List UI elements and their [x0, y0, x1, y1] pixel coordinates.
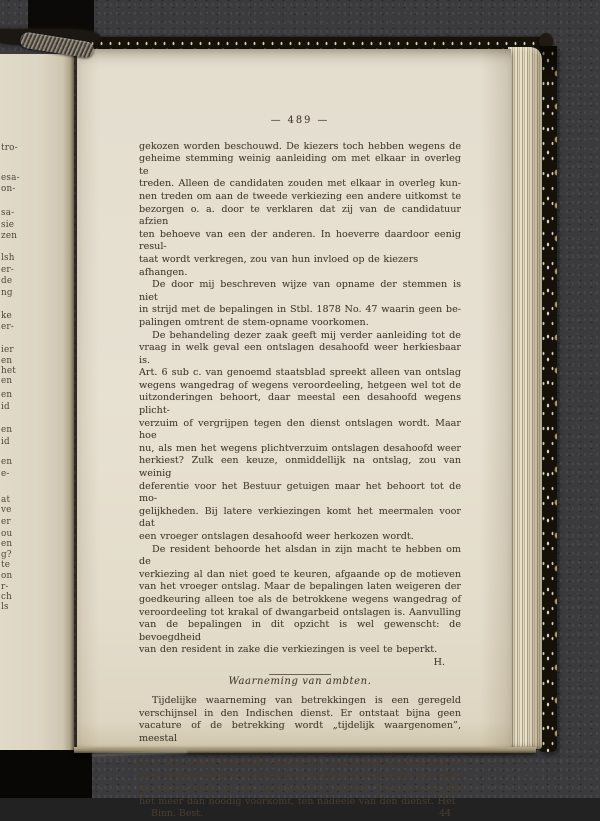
text-line: deferentie voor het Bestuur getuigen maar het behoort tot de mo-	[139, 480, 461, 505]
adjacent-page-text-fragment: at	[1, 495, 11, 505]
adjacent-page-text-fragment: en	[1, 376, 13, 386]
adjacent-page-text-fragment: ls	[1, 602, 9, 612]
adjacent-page-text-fragment: en	[1, 539, 13, 549]
text-line: geheime stemming weinig aanleiding om met elkaar in overleg te	[139, 153, 461, 177]
text-line: gelijkheden. Bij latere verkiezingen komt het meermalen voor dat	[139, 505, 461, 530]
adjacent-page-text-fragment: on-	[1, 184, 16, 194]
text-line: ten behoeve van een der anderen. In hoeverre daardoor eenig resul-	[139, 228, 461, 253]
text-line: goedkeuring alleen toe als de betrokkene wegens wangedrag of	[139, 593, 461, 605]
text-line: af te leggen hebben, het vendutie houden van inboedel enz. wer-	[139, 770, 461, 782]
adjacent-page-text-fragment: lsh	[1, 253, 15, 263]
adjacent-page-text-fragment: ou	[1, 529, 13, 539]
adjacent-page-text-fragment: ng	[1, 288, 13, 298]
text-line: ken ertoe mede om dat verschijnsel te maken. Toch meen ik dat	[139, 783, 461, 795]
text-line: De door mij beschreven wijze van opname der stemmen is niet	[139, 279, 461, 303]
text-line: taat wordt verkregen, zou van hun invloed op de kiezers afhangen.	[139, 253, 419, 278]
adjacent-page-text-fragment: en	[1, 457, 13, 467]
text-line: van het vroeger ontslag. Maar de bepalingen laten weigeren der	[139, 581, 461, 593]
text-line: nu, als men het wegens plichtverzuim ontslagen desahoofd weer	[139, 442, 461, 454]
text-line: Tijdelijke waarneming van betrekkingen is een geregeld	[152, 695, 461, 707]
adjacent-page-text-fragment: de	[1, 276, 13, 286]
page-footer	[139, 808, 461, 821]
backdrop-black-corner	[0, 750, 92, 798]
text-line: van den resident in zake die verkiezingen is veel te beperkt.	[139, 644, 438, 656]
scanned-page	[77, 49, 511, 820]
text-line: gekozen worden beschouwd. De kiezers toch hebben wegens de	[139, 140, 461, 152]
adjacent-page-text-fragment: sa-	[1, 208, 15, 218]
text-line: het meer dan noodig voorkomt, ten nadeele van den dienst. Het	[139, 795, 456, 807]
author-signature: H.	[433, 656, 445, 668]
adjacent-page-text-fragment: tro-	[1, 143, 18, 153]
body-text	[139, 141, 461, 657]
adjacent-page-text-fragment: te	[1, 560, 11, 570]
adjacent-page-text-fragment: ke	[1, 311, 12, 321]
adjacent-page-text-fragment: en	[1, 425, 13, 435]
adjacent-page-text-fragment: sie	[1, 220, 15, 230]
text-column	[139, 115, 461, 821]
adjacent-page-text-fragment: er-	[1, 322, 14, 332]
text-line: Art. 6 sub c. van genoemd staatsblad spreekt alleen van ontslag	[139, 367, 461, 379]
text-line: De resident behoorde het alsdan in zijn macht te hebben om de	[139, 543, 461, 568]
page-number: — 489 —	[270, 115, 330, 126]
adjacent-page-text-fragment: en	[1, 390, 13, 400]
adjacent-page-text-fragment: het	[1, 366, 17, 376]
adjacent-page-text-fragment: ier	[1, 345, 14, 355]
adjacent-page-text-fragment: esa-	[1, 173, 20, 183]
text-line: wegens wangedrag of wegens veroordeeling, hetgeen wel tot de	[139, 379, 461, 391]
adjacent-page-text-fragment: on	[1, 571, 13, 581]
text-line: van de bepalingen in dit opzicht is wel gewenscht: de bevoegdheid	[139, 619, 461, 643]
adjacent-page-text-fragment: ve	[1, 505, 12, 515]
footer-sheet-number: 44	[439, 808, 451, 820]
footer-signature-mark: Binn. Best.	[151, 808, 203, 820]
facing-page-edge	[0, 54, 74, 750]
adjacent-page-text-fragment: zen	[1, 231, 18, 241]
adjacent-page-text-fragment: e-	[1, 469, 10, 479]
text-line: palingen omtrent de stem-opname voorkomen.	[139, 316, 369, 328]
text-line: w. o. de groote afstanden welke de overgeplaatste ambtenaren	[139, 758, 461, 770]
text-line: vraag in welk geval een ontslagen desahoofd weer herkiesbaar is.	[139, 342, 461, 366]
adjacent-page-text-fragment: ch	[1, 592, 12, 602]
text-line: bezorgen o. a. door te verklaren dat zij van de candidatuur afzien	[139, 203, 461, 228]
adjacent-page-text-fragment: g?	[1, 550, 12, 560]
text-line: verschijnsel in den Indischen dienst. Er ontstaat bijna geen	[139, 707, 461, 719]
adjacent-page-text-fragment: id	[1, 437, 10, 447]
text-line: treden. Alleen de candidaten zouden met elkaar in overleg kun-	[139, 178, 461, 190]
text-line: herkiest? Zulk een keuze, onmiddellijk na ontslag, zou van weinig	[139, 455, 461, 480]
text-line: verzuim of vergrijpen tegen den dienst ontslagen wordt. Maar hoe	[139, 417, 461, 442]
section-divider-rule	[269, 674, 331, 675]
text-line: veroordeeling tot krakal of dwangarbeid ontslagen is. Aanvulling	[139, 606, 461, 618]
section-heading: Waarneming van ambten.	[228, 675, 372, 687]
adjacent-page-text-fragment: en	[1, 356, 13, 366]
text-line: uitzonderingen behoort, daar meestal een desahoofd wegens plicht-	[139, 392, 461, 417]
text-line: een vroeger ontslagen desahoofd weer herkozen wordt.	[139, 531, 414, 542]
page-edges-stack	[508, 47, 542, 749]
text-line: in strijd met de bepalingen in Stbl. 1878 No. 47 waarin geen be-	[139, 304, 461, 316]
adjacent-page-text-fragment: id	[1, 402, 10, 412]
adjacent-page-text-fragment: er	[1, 517, 11, 527]
adjacent-page-text-fragment: er-	[1, 265, 14, 275]
text-line: nen treden om aan de tweede verkiezing een andere uitkomst te	[139, 190, 461, 202]
book-cover-top-edge	[88, 36, 550, 49]
adjacent-page-text-fragment: r-	[1, 582, 9, 592]
text-line: verkiezing al dan niet goed te keuren, afgaande op de motieven	[139, 568, 461, 580]
text-line: De behandeling dezer zaak geeft mij verder aanleiding tot de	[152, 329, 461, 341]
text-line: vacature of de betrekking wordt „tijdelijk waargenomen”, meestal	[139, 720, 461, 744]
